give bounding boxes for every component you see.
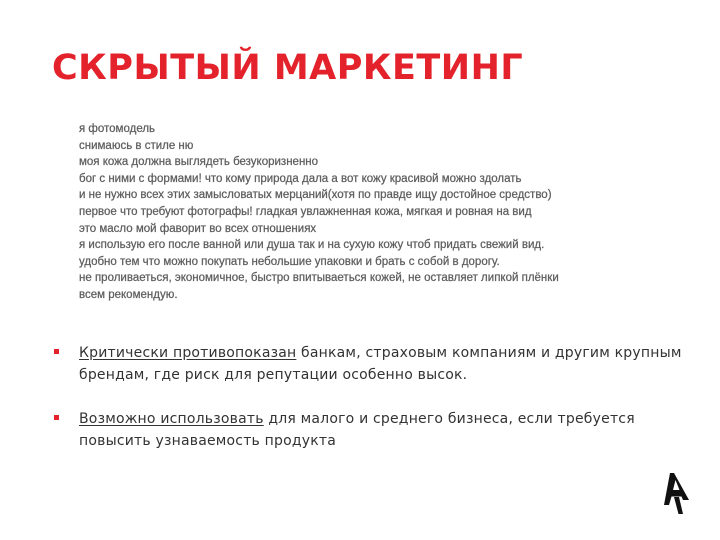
quote-line: и не нужно всех этих замысловатых мерцаний(хотя по правде ищу достойное средство): [79, 189, 552, 202]
quote-line: всем рекомендую.: [79, 288, 178, 301]
quote-line: бог с ними с формами! что кому природа дала а вот кожу красивой можно здолать: [79, 172, 522, 185]
quote-line: первое что требуют фотографы! гладкая увлажненная кожа, мягкая и ровная на вид: [79, 205, 532, 218]
quote-line: снимаюсь в стиле ню: [79, 139, 194, 152]
quote-line: я использую его после ванной или душа так и на сухую кожу чтоб придать свежий вид.: [79, 239, 545, 252]
bullet-emphasis: Возможно использовать: [79, 411, 264, 427]
quote-line: не проливаеться, экономичное, быстро впитываеться кожей, не оставляет липкой плёнки: [79, 272, 559, 285]
bullet-emphasis: Критически противопоказан: [79, 345, 297, 361]
bullet-marker-icon: [54, 349, 59, 354]
quote-line: моя кожа должна выглядеть безукоризненно: [79, 156, 319, 169]
arrow-a-logo-icon: [658, 470, 692, 516]
slide-title: СКРЫТЫЙ МАРКЕТИНГ: [52, 48, 524, 88]
bullet-list: [52, 342, 682, 452]
bullet-text: банкам, страховым компаниям и другим крупным брендам, где риск для репутации особенно высок.: [79, 345, 682, 383]
bullet-marker-icon: [54, 415, 59, 420]
bullet-item-possible-use: [52, 408, 682, 452]
quote-line: я фотомодель: [79, 123, 156, 135]
bullet-item-contraindicated: [52, 342, 682, 386]
bullet-text: для малого и среднего бизнеса, если требуется повысить узнаваемость продукта: [79, 411, 635, 449]
quoted-review-text: [79, 121, 679, 304]
quote-line: удобно тем что можно покупать небольшие упаковки и брать с собой в дорогу.: [79, 255, 500, 268]
quote-line: это масло мой фаворит во всех отношениях: [79, 222, 317, 235]
